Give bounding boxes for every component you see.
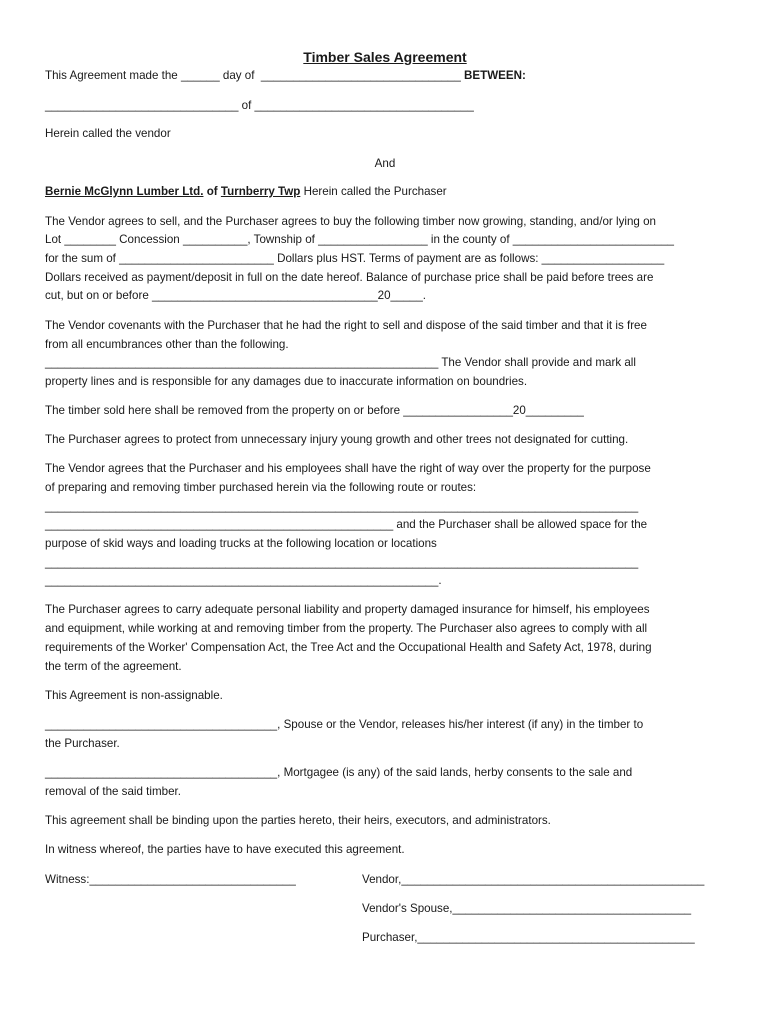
non-assignable-paragraph: This Agreement is non-assignable.: [45, 689, 223, 702]
text-line: ____________________________________, Spouse or the Vendor, releases his/her interest (if any) in the timber to: [45, 718, 644, 731]
text-line: for the sum of ________________________ Dollars plus HST. Terms of payment are as follows: ___________________: [45, 252, 665, 265]
text-line: _____________________________________________________________.: [45, 574, 442, 587]
text-line: The Vendor agrees that the Purchaser and his employees shall have the right of way over the property for the purpose: [45, 462, 651, 475]
text-line: ______________________________________________________ and the Purchaser shall be allowed space for the: [45, 518, 648, 531]
text-line: _____________________________________________________________ The Vendor shall provide and mark all: [45, 356, 636, 369]
document-title: Timber Sales Agreement: [303, 49, 467, 65]
text-line: ____________________________________, Mortgagee (is any) of the said lands, herby consents to the sale and: [45, 766, 633, 779]
removal-date-paragraph: The timber sold here shall be removed from the property on or before _________________20_________: [45, 404, 584, 417]
text-line: ____________________________________________________________________________________________: [45, 556, 639, 569]
and-label: And: [374, 157, 396, 170]
purchaser-line: Bernie McGlynn Lumber Ltd. of Turnberry Twp Herein called the Purchaser: [45, 185, 447, 198]
text-line: cut, but on or before ___________________________________20_____.: [45, 289, 427, 302]
between-label: BETWEEN:: [464, 69, 526, 82]
purchaser-signature-line[interactable]: Purchaser,___________________________________________: [362, 931, 695, 944]
vendor-signature-line[interactable]: Vendor,_______________________________________________: [362, 873, 705, 886]
text-line: The Vendor agrees to sell, and the Purchaser agrees to buy the following timber now growing, standing, and/or lying on: [45, 215, 656, 228]
vendor-spouse-signature-line[interactable]: Vendor's Spouse,_____________________________________: [362, 902, 692, 915]
binding-paragraph: This agreement shall be binding upon the parties hereto, their heirs, executors, and administrators.: [45, 814, 551, 827]
agreement-date-line: This Agreement made the ______ day of _______________________________ BETWEEN:: [45, 69, 526, 82]
text-line: removal of the said timber.: [45, 785, 181, 798]
text-line: and equipment, while working at and removing timber from the property. The Purchaser also agrees to comply with all: [45, 622, 648, 635]
text-line: requirements of the Worker' Compensation Act, the Tree Act and the Occupational Health and Safety Act, 1978, during: [45, 641, 652, 654]
protection-paragraph: The Purchaser agrees to protect from unnecessary injury young growth and other trees not designated for cutting.: [45, 433, 629, 446]
text-line: of preparing and removing timber purchased herein via the following route or routes:: [45, 481, 477, 494]
text-line: property lines and is responsible for any damages due to inaccurate information on boundries.: [45, 375, 528, 388]
text-line: ____________________________________________________________________________________________: [45, 500, 639, 513]
text-line: Dollars received as payment/deposit in full on the date hereof. Balance of purchase price shall be paid before trees are: [45, 271, 654, 284]
witness-statement: In witness whereof, the parties have to have executed this agreement.: [45, 843, 405, 856]
text-line: Lot ________ Concession __________, Township of _________________ in the county of _________________________: [45, 233, 674, 246]
purchaser-name: Bernie McGlynn Lumber Ltd.: [45, 185, 204, 198]
text-line: the Purchaser.: [45, 737, 120, 750]
text-line: The Purchaser agrees to carry adequate personal liability and property damaged insurance for himself, his employees: [45, 603, 650, 616]
witness-signature-line[interactable]: Witness:________________________________: [45, 873, 296, 886]
text-line: from all encumbrances other than the following.: [45, 338, 289, 351]
text-line: purpose of skid ways and loading trucks at the following location or locations: [45, 537, 437, 550]
vendor-name-line: ______________________________ of __________________________________: [45, 99, 474, 112]
text-line: the term of the agreement.: [45, 660, 182, 673]
text-line: The Vendor covenants with the Purchaser that he had the right to sell and dispose of the said timber and that it is free: [45, 319, 647, 332]
vendor-label: Herein called the vendor: [45, 127, 171, 140]
purchaser-place: Turnberry Twp: [220, 185, 301, 198]
